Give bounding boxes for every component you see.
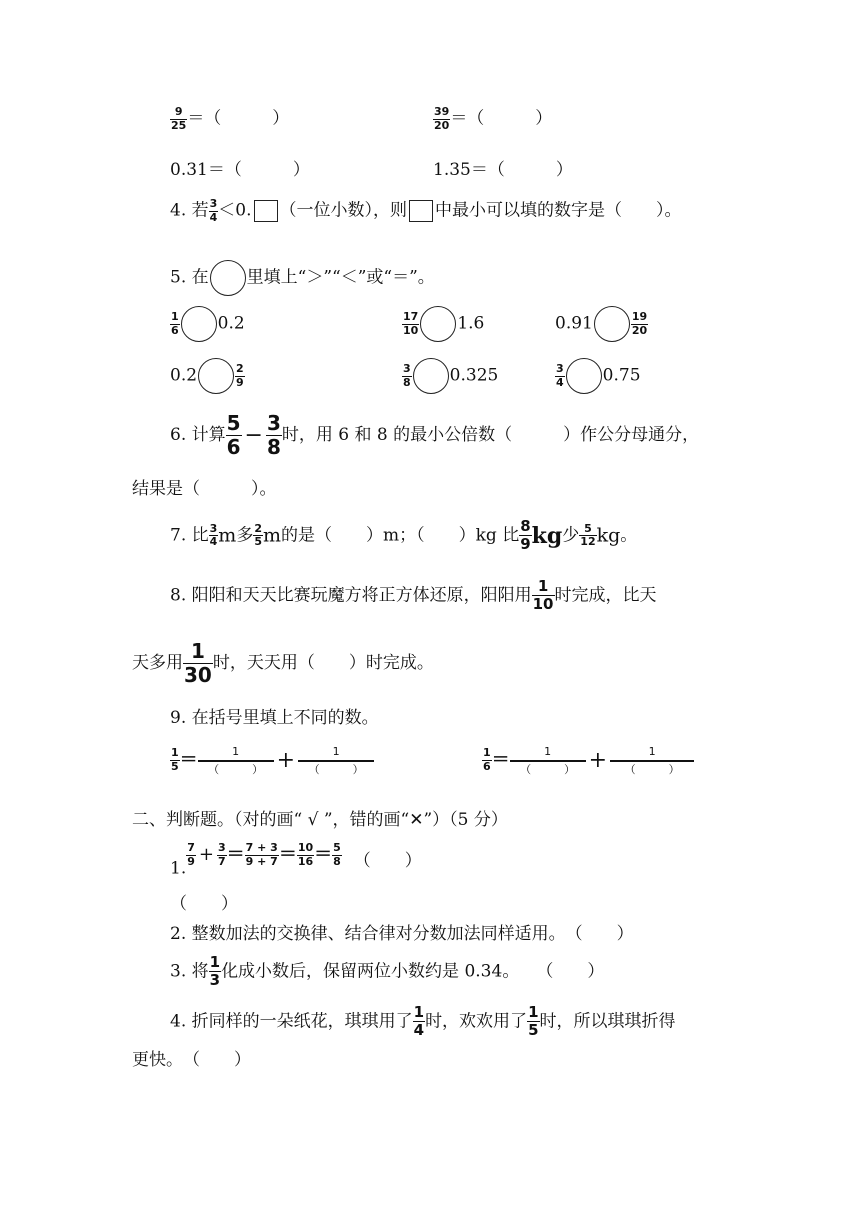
question-8: 8. 阳阳和天天比赛玩魔方将正方体还原，阳阳用 $\frac{1}{10}$ 时完成，比天 (170, 577, 657, 614)
compare-circle[interactable] (210, 260, 246, 296)
fraction: $\frac{9}{25}$ (171, 105, 187, 132)
fraction: $\frac{1}{5}$ (528, 1003, 539, 1040)
section-2-heading: 二、判断题。（对的画“ √ ”，错的画“✕”）（5 分） (132, 810, 508, 830)
fill-fraction[interactable]: 1 （ ） (510, 746, 586, 775)
q5-r2c2: $\frac{3}{8}$ 0.325 (402, 358, 498, 394)
fraction: $\frac{3}{8}$ (403, 361, 411, 389)
compare-circle[interactable] (594, 306, 630, 342)
fraction: $\frac{3}{4}$ (209, 197, 218, 224)
q5-r1c1: $\frac{1}{6}$ 0.2 (170, 306, 245, 342)
judge-4: 4. 折同样的一朵纸花，琪琪用了 $\frac{1}{4}$ 时，欢欢用了 $\frac{1}{5}$ 时，所以琪琪折得 (170, 1003, 676, 1040)
q5-r2c1: 0.2 $\frac{2}{9}$ (170, 358, 245, 394)
question-9-title: 9. 在括号里填上不同的数。 (170, 708, 379, 728)
question-5: 5. 在 里填上“＞”“＜”或“＝”。 (170, 260, 435, 296)
fraction: $\frac{2}{9}$ (236, 361, 244, 389)
fraction: $\frac{7}{9}$ (187, 841, 195, 868)
q5-r2c3: $\frac{3}{4}$ 0.75 (555, 358, 641, 394)
fraction: $\frac{1}{6}$ (483, 746, 491, 773)
fraction: $\frac{5}{6}$ (226, 411, 241, 459)
fraction: $\frac{1}{10}$ (532, 577, 554, 614)
judge-4-line2: 更快。 （ ） (132, 1050, 251, 1070)
answer-box[interactable] (409, 200, 433, 222)
fraction: $\frac{1}{5}$ (171, 746, 179, 773)
fraction: $\frac{1}{4}$ (413, 1003, 425, 1040)
compare-circle[interactable] (181, 306, 217, 342)
compare-circle[interactable] (566, 358, 602, 394)
q5-r1c3: 0.91 $\frac{19}{20}$ (555, 306, 648, 342)
answer-paren[interactable]: （ ） (353, 850, 422, 871)
fraction: $\frac{5}{8}$ (333, 841, 341, 868)
question-6: 6. 计算 $\frac{5}{6}$ − $\frac{3}{8}$ 时，用 6 和 8 的最小公倍数（ ）作公分母通分， (170, 411, 700, 459)
judge-1-paren-2[interactable]: （ ） (170, 894, 238, 914)
fraction: $\frac{1}{6}$ (171, 309, 179, 337)
fraction: $\frac{7 + 3}{9 + 7}$ (245, 841, 278, 868)
q3-item-c: 0.31＝（ ） (170, 160, 310, 180)
fraction: $\frac{5}{12}$ (580, 521, 596, 549)
judge-2: 2. 整数加法的交换律、结合律对分数加法同样适用。 （ ） (170, 924, 634, 944)
fraction: $\frac{3}{8}$ (266, 411, 281, 459)
q8-line2: 天多用 $\frac{1}{30}$ 时，天天用（ ）时完成。 (132, 639, 434, 687)
q3-item-a: $\frac{9}{25}$ ＝（ ） (171, 105, 290, 132)
q5-r1c2: $\frac{17}{10}$ 1.6 (402, 306, 484, 342)
compare-circle[interactable] (198, 358, 234, 394)
fraction: $\frac{3}{4}$ (209, 521, 218, 549)
fraction: $\frac{19}{20}$ (631, 309, 648, 337)
judge-3: 3. 将 $\frac{1}{3}$ 化成小数后，保留两位小数约是 0.34。 （ ） (170, 953, 605, 990)
fraction: $\frac{8}{9}$ (520, 517, 531, 554)
fraction: $\frac{1}{30}$ (184, 639, 212, 687)
compare-circle[interactable] (413, 358, 449, 394)
fraction: $\frac{10}{16}$ (297, 841, 314, 868)
fraction: $\frac{2}{5}$ (254, 521, 262, 549)
fill-fraction[interactable]: 1 （ ） (198, 746, 274, 775)
fill-fraction[interactable]: 1 （ ） (298, 746, 374, 775)
judge-1: 1. $\frac{7}{9}$ + $\frac{3}{7}$ ＝ $\frac{7 + 3}{9 + 7}$ ＝ $\frac{10}{16}$ ＝ $\frac{5}{8}$ （ ） (170, 841, 422, 879)
fraction: $\frac{17}{10}$ (403, 309, 419, 337)
fill-fraction[interactable]: 1 （ ） (610, 746, 694, 775)
q3-item-b: $\frac{39}{20}$ ＝（ ） (434, 105, 553, 132)
answer-box[interactable] (254, 200, 278, 222)
question-4: 4. 若 $\frac{3}{4}$ ＜0. （一位小数），则 中最小可以填的数字是（ ）。 (170, 197, 682, 224)
compare-circle[interactable] (420, 306, 456, 342)
q6-line2: 结果是（ ）。 (132, 479, 277, 499)
q9-equation-b: $\frac{1}{6}$ ＝ 1 （ ） + 1 （ ） (482, 746, 694, 775)
question-7: 7. 比 $\frac{3}{4}$ m多 $\frac{2}{5}$ m的是（ ）m；（ ）kg 比 $\frac{8}{9}$ kg少 $\frac{5}{12}$ kg。 (170, 517, 638, 554)
fraction: $\frac{3}{4}$ (556, 361, 564, 389)
fraction: $\frac{1}{3}$ (209, 953, 221, 990)
fraction: $\frac{39}{20}$ (434, 105, 450, 132)
fraction: $\frac{3}{7}$ (217, 841, 226, 868)
q9-equation-a: $\frac{1}{5}$ ＝ 1 （ ） + 1 （ ） (170, 746, 374, 775)
q3-item-d: 1.35＝（ ） (433, 160, 573, 180)
